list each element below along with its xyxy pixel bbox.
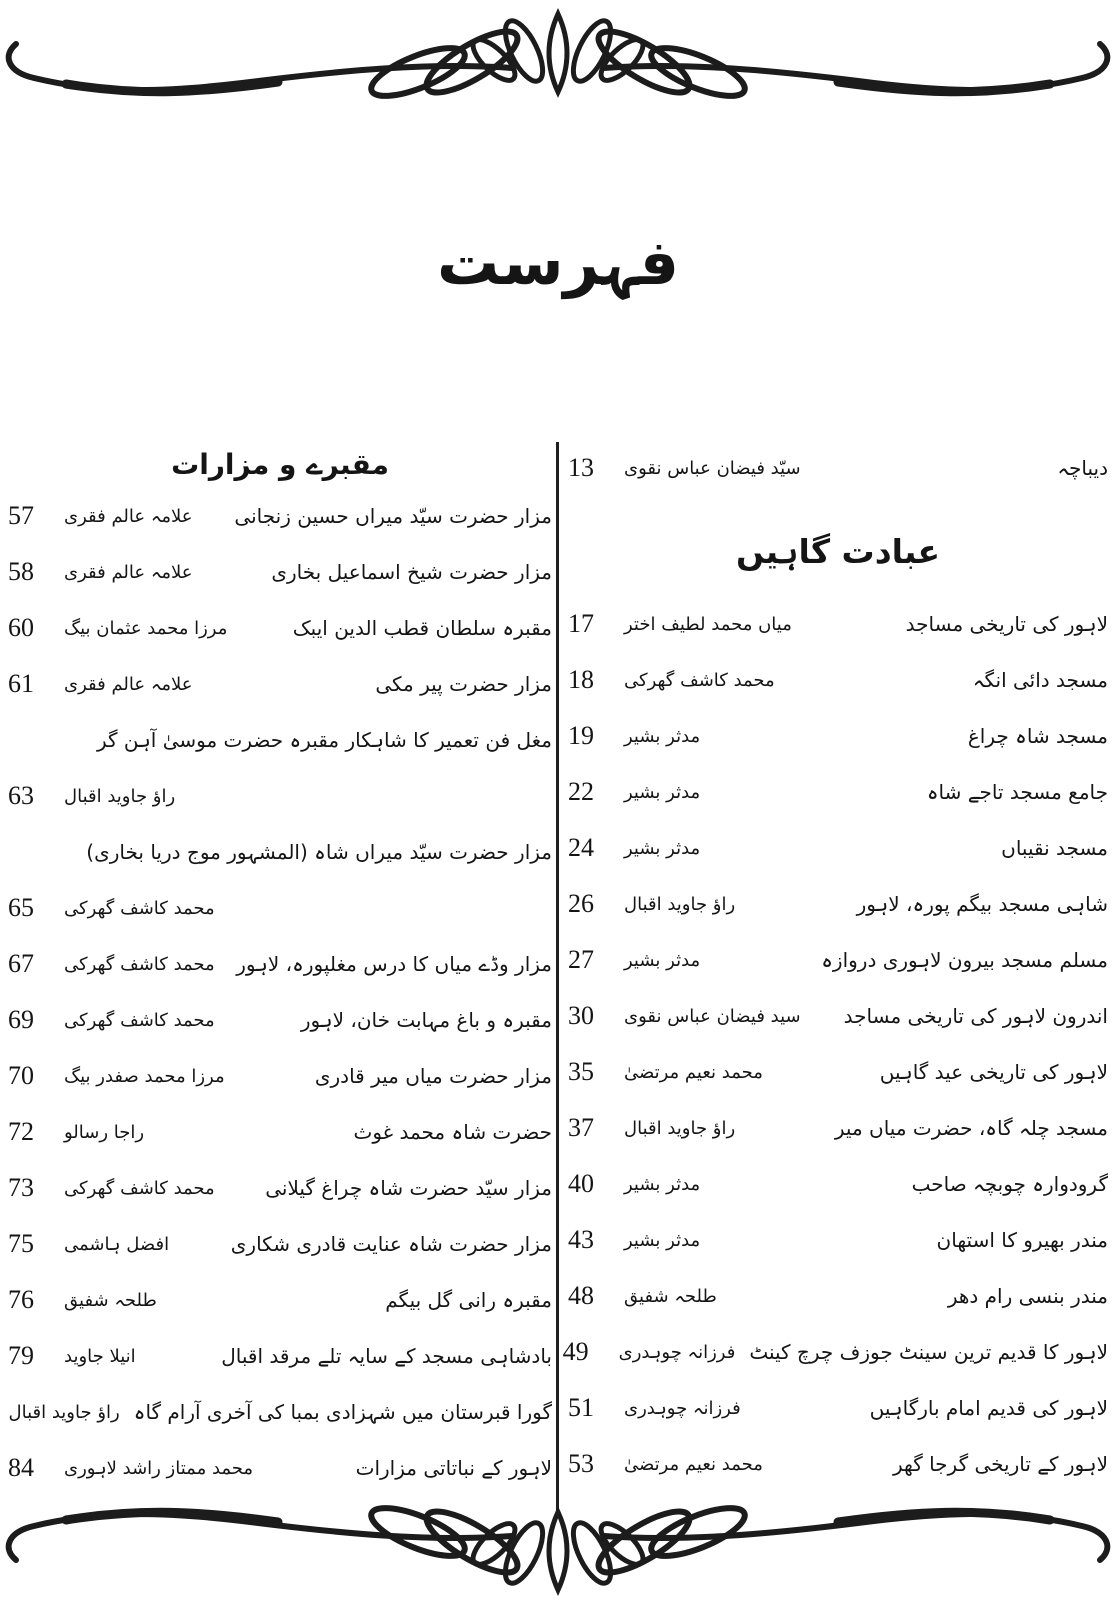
entry-page-number: 63 xyxy=(8,781,34,810)
entry-page-number: 37 xyxy=(568,1113,594,1142)
toc-row xyxy=(568,1044,1108,1100)
entry-title: مقبرہ سلطان قطب الدین ایبک xyxy=(292,616,552,640)
entry-page-number: 76 xyxy=(8,1285,34,1314)
entry-title: لاہور کی تاریخی عید گاہیں xyxy=(879,1060,1108,1084)
entry-page-number: 43 xyxy=(568,1225,594,1254)
section-heading-tombs: مقبرے و مزارات xyxy=(171,447,389,481)
column-tombs xyxy=(8,440,552,1496)
entry-title: دیباچہ xyxy=(1057,456,1108,480)
entry-title: حضرت شاہ محمد غوث xyxy=(353,1120,552,1144)
entry-page-number: 40 xyxy=(568,1169,594,1198)
entry-author: راؤ جاوید اقبال xyxy=(624,1117,736,1139)
entry-title: لاہور کے نباتاتی مزارات xyxy=(355,1456,552,1480)
toc-row xyxy=(8,880,552,936)
entry-page-number: 24 xyxy=(568,833,594,862)
entry-page-number: 30 xyxy=(568,1001,594,1030)
entry-title: گرودوارہ چوبچہ صاحب xyxy=(911,1172,1108,1196)
entry-page-number: 26 xyxy=(568,889,594,918)
entry-author: علامہ عالم فقری xyxy=(64,505,193,527)
entry-author: راؤ جاوید اقبال xyxy=(624,893,736,915)
entry-title: اندرون لاہور کی تاریخی مساجد xyxy=(843,1004,1108,1028)
entry-author: مدثر بشیر xyxy=(624,781,701,803)
entry-author: راؤ جاوید اقبال xyxy=(64,785,176,807)
entry-author: مدثر بشیر xyxy=(624,1173,701,1195)
entry-title: مسلم مسجد بیرون لاہوری دروازہ xyxy=(821,948,1108,972)
page-title: فہرست xyxy=(436,226,680,299)
toc-row xyxy=(568,708,1108,764)
entry-author: طلحہ شفیق xyxy=(64,1289,157,1311)
entry-author: محمد کاشف گھرکی xyxy=(64,1009,215,1031)
entry-title: شاہی مسجد بیگم پورہ، لاہور xyxy=(856,892,1108,916)
entry-author: سیّد فیضان عباس نقوی xyxy=(624,457,801,479)
entry-page-number: 49 xyxy=(562,1337,589,1366)
toc-row xyxy=(8,1216,552,1272)
toc-row xyxy=(8,824,552,880)
entry-author: علامہ عالم فقری xyxy=(64,673,193,695)
entry-page-number: 70 xyxy=(8,1061,34,1090)
flourish-top-icon xyxy=(0,6,1116,126)
entry-title: بادشاہی مسجد کے سایہ تلے مرقد اقبال xyxy=(221,1344,552,1368)
entry-page-number: 17 xyxy=(568,609,594,638)
entry-page-number: 79 xyxy=(8,1341,34,1370)
entry-author: محمد کاشف گھرکی xyxy=(624,669,775,691)
entry-title: لاہور کی تاریخی مساجد xyxy=(905,612,1108,636)
entry-title: مزار حضرت سیّد میراں حسین زنجانی xyxy=(234,504,552,528)
toc-row xyxy=(568,1268,1108,1324)
entry-title: لاہور کا قدیم ترین سینٹ جوزف چرچ کینٹ xyxy=(749,1340,1108,1364)
entry-author: علامہ عالم فقری xyxy=(64,561,193,583)
toc-row xyxy=(568,1156,1108,1212)
entry-author: سید فیضان عباس نقوی xyxy=(624,1005,801,1027)
entry-title: مسجد نقیباں xyxy=(1001,836,1108,860)
toc-row xyxy=(568,652,1108,708)
entry-title: جامع مسجد تاجے شاہ xyxy=(926,780,1108,804)
entry-title: مسجد دائی انگہ xyxy=(972,668,1108,692)
entry-page-number: 61 xyxy=(8,669,34,698)
toc-row xyxy=(568,988,1108,1044)
entry-page-number: 65 xyxy=(8,893,34,922)
entry-author: راؤ جاوید اقبال xyxy=(8,1401,120,1423)
entry-author: راجا رسالو xyxy=(64,1121,145,1143)
entry-author: فرزانہ چوہدری xyxy=(624,1397,741,1419)
toc-row xyxy=(568,764,1108,820)
toc-row xyxy=(562,1324,1108,1380)
entry-author: طلحہ شفیق xyxy=(624,1285,717,1307)
entry-page-number: 69 xyxy=(8,1005,34,1034)
column-worship xyxy=(562,440,1108,1496)
entry-title: مزار حضرت پیر مکی xyxy=(375,672,552,696)
entry-page-number: 67 xyxy=(8,949,34,978)
entry-title: مزار حضرت سیّد میراں شاہ (المشہور موج دریا بخاری) xyxy=(86,840,552,864)
entry-author: مدثر بشیر xyxy=(624,725,701,747)
entry-author: مدثر بشیر xyxy=(624,1229,701,1251)
entry-title: گورا قبرستان میں شہزادی بمبا کی آخری آرام گاہ xyxy=(133,1400,552,1424)
entry-title: لاہور کی قدیم امام بارگاہیں xyxy=(869,1396,1108,1420)
toc-row xyxy=(8,600,552,656)
entry-page-number: 51 xyxy=(568,1393,594,1422)
entry-author: مدثر بشیر xyxy=(624,949,701,971)
entry-title: مقبرہ رانی گل بیگم xyxy=(385,1288,552,1312)
toc-row xyxy=(568,440,1108,496)
flourish-bottom-icon xyxy=(0,1478,1116,1598)
entry-page-number: 18 xyxy=(568,665,594,694)
entry-author: محمد نعیم مرتضیٰ xyxy=(624,1061,763,1083)
entry-title: مسجد چلہ گاہ، حضرت میاں میر xyxy=(834,1116,1108,1140)
entry-title: مزار حضرت میاں میر قادری xyxy=(314,1064,552,1088)
entry-author: مرزا محمد عثمان بیگ xyxy=(64,617,228,639)
entry-page-number: 57 xyxy=(8,501,34,530)
entry-page-number: 35 xyxy=(568,1057,594,1086)
toc-row xyxy=(8,1104,552,1160)
toc-row xyxy=(568,596,1108,652)
entry-title: لاہور کے تاریخی گرجا گھر xyxy=(892,1452,1108,1476)
entry-author: محمد کاشف گھرکی xyxy=(64,897,215,919)
entry-author: افضل ہاشمی xyxy=(64,1233,170,1255)
entry-title: مسجد شاہ چراغ xyxy=(967,724,1108,748)
entry-author: محمد کاشف گھرکی xyxy=(64,953,215,975)
toc-row xyxy=(8,936,552,992)
entry-title: مندر بنسی رام دھر xyxy=(947,1284,1108,1308)
toc-row xyxy=(8,1328,552,1384)
entry-page-number: 58 xyxy=(8,557,34,586)
entry-author: مدثر بشیر xyxy=(624,837,701,859)
entry-page-number: 19 xyxy=(568,721,594,750)
entry-page-number: 27 xyxy=(568,945,594,974)
toc-row xyxy=(8,1384,552,1440)
toc-row xyxy=(8,1160,552,1216)
entry-title: مزار حضرت شاہ عنایت قادری شکاری xyxy=(230,1232,552,1256)
entry-author: میاں محمد لطیف اختر xyxy=(624,613,792,635)
contents-area xyxy=(8,440,1108,1496)
toc-row xyxy=(568,1380,1108,1436)
toc-row xyxy=(568,820,1108,876)
entry-title: مزار حضرت شیخ اسماعیل بخاری xyxy=(271,560,552,584)
toc-row xyxy=(8,1272,552,1328)
toc-row xyxy=(8,1048,552,1104)
entry-page-number: 48 xyxy=(568,1281,594,1310)
entry-author: انیلا جاوید xyxy=(64,1345,136,1367)
entry-page-number: 13 xyxy=(568,453,594,482)
entry-title: مقبرہ و باغ مہابت خان، لاہور xyxy=(300,1008,552,1032)
toc-row xyxy=(568,1100,1108,1156)
entry-author: محمد نعیم مرتضیٰ xyxy=(624,1453,763,1475)
entry-author: مرزا محمد صفدر بیگ xyxy=(64,1065,225,1087)
entry-author: فرزانہ چوہدری xyxy=(618,1341,736,1363)
toc-row xyxy=(8,488,552,544)
toc-row xyxy=(568,1212,1108,1268)
entry-page-number: 75 xyxy=(8,1229,34,1258)
entry-title: مندر بھیرو کا استھان xyxy=(936,1228,1108,1252)
entry-page-number: 73 xyxy=(8,1173,34,1202)
toc-row xyxy=(8,712,552,768)
entry-title: مزار وڈے میاں کا درس مغلپورہ، لاہور xyxy=(236,952,552,976)
entry-page-number: 53 xyxy=(568,1449,594,1478)
toc-row xyxy=(8,544,552,600)
section-heading-worship: عبادت گاہیں xyxy=(735,531,941,571)
toc-row xyxy=(8,992,552,1048)
toc-row xyxy=(568,932,1108,988)
entry-title: مغل فن تعمیر کا شاہکار مقبرہ حضرت موسیٰ آہن گر xyxy=(96,728,552,752)
entry-author: محمد ممتاز راشد لاہوری xyxy=(64,1457,254,1479)
toc-row xyxy=(8,656,552,712)
entry-page-number: 72 xyxy=(8,1117,34,1146)
entry-title: مزار سیّد حضرت شاہ چراغ گیلانی xyxy=(265,1176,552,1200)
toc-row xyxy=(568,876,1108,932)
entry-page-number: 60 xyxy=(8,613,34,642)
entry-page-number: 22 xyxy=(568,777,594,806)
entry-page-number: 84 xyxy=(8,1453,34,1482)
toc-row xyxy=(8,768,552,824)
entry-author: محمد کاشف گھرکی xyxy=(64,1177,215,1199)
